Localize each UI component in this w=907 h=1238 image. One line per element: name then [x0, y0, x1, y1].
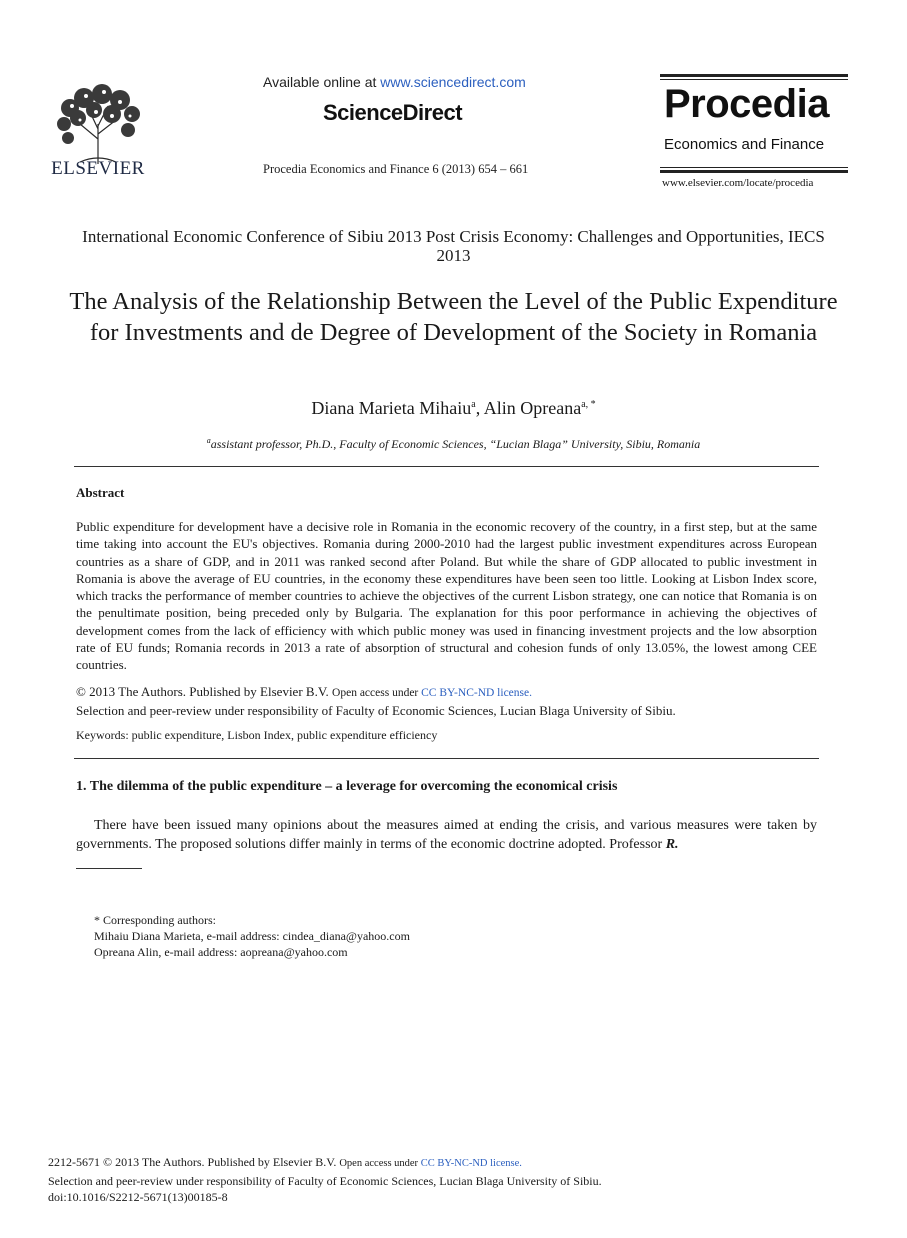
copyright-block — [76, 683, 817, 720]
license-link[interactable]: CC BY-NC-ND license. — [420, 1158, 522, 1169]
license-link[interactable]: CC BY-NC-ND license. — [421, 687, 532, 699]
logo-rule-top-thin — [660, 79, 848, 80]
section-heading: 1. The dilemma of the public expenditure – a leverage for overcoming the economical crisis — [76, 779, 618, 794]
affiliation-marker: a — [206, 436, 211, 445]
footnote-line: * Corresponding authors: — [94, 913, 216, 927]
procedia-logo-name: Procedia — [664, 82, 829, 126]
copyright-line — [76, 683, 817, 702]
available-online — [263, 74, 526, 90]
footnote-rule — [76, 868, 142, 869]
logo-rule-top — [660, 74, 848, 77]
abstract-heading: Abstract — [76, 485, 125, 500]
open-access-text: Open access under — [332, 687, 422, 699]
footnote-line: Mihaiu Diana Marieta, e-mail address: cindea_diana@yahoo.com — [94, 929, 410, 943]
selection-line: Selection and peer-review under responsibility of Faculty of Economic Sciences, Lucian Blaga University of Sibiu. — [76, 703, 676, 719]
author-affiliation-marker: a, * — [581, 399, 596, 410]
sciencedirect-logo: ScienceDirect — [323, 100, 463, 125]
conference-name: International Economic Conference of Sibiu 2013 Post Crisis Economy: Challenges and Opportunities, IECS 2013 — [82, 227, 825, 265]
available-prefix: Available online at — [263, 74, 381, 90]
selection-line: Selection and peer-review under responsibility of Faculty of Economic Sciences, Lucian Blaga University of Sibiu. — [48, 1173, 602, 1188]
keywords: Keywords: public expenditure, Lisbon Index, public expenditure efficiency — [76, 728, 438, 742]
procedia-logo-subtitle: Economics and Finance — [664, 136, 825, 153]
procedia-logo — [660, 74, 850, 194]
affiliation — [60, 436, 847, 452]
logo-rule-bottom — [660, 170, 848, 173]
author-name: Diana Marieta Mihaiu — [311, 398, 472, 418]
abstract-body: Public expenditure for development have a decisive role in Romania in the economic recovery of the country, in a first step, but at the same time taking into account the EU's objectives. Romania during 2000-2010 had the largest public investment expenditures across European countries as a share of GDP, and in 2011 was ranked second after Poland. But while the share of GDP allocated to public investment in Romania is above the average of EU countries, in the economy these expenditures have been seen too little. Looking at Lisbon Index score, which tracks the performance of member countries to achieve the objectives of the current Lisbon strategy, one can notice that Romania is on the penultimate position, being preceded only by Bulgaria. The explanation for this poor performance in achieving the objectives of development comes from the lack of efficiency with which public money was used in financing investment projects and the low absorption rate of EU funds; Romania records in 2013 a rate of absorption of structural and cohesion funds of only 13.05%, the lowest among CEE countries. — [76, 519, 817, 673]
issn-text: 2212-5671 © 2013 The Authors. Published by Elsevier B.V. — [48, 1155, 340, 1169]
open-access-text: Open access under — [339, 1158, 421, 1169]
doi-line: doi:10.1016/S2212-5671(13)00185-8 — [48, 1190, 228, 1204]
author-separator: , — [475, 398, 484, 418]
logo-rule-bottom-thin — [660, 167, 848, 168]
paragraph-cut-word: R. — [665, 836, 679, 852]
author-affiliation-marker: a — [471, 399, 476, 410]
paragraph-text: There have been issued many opinions about the measures aimed at ending the crisis, and various measures were taken by governments. The proposed solutions differ mainly in terms of the economic doctrine adopted. Professor — [76, 818, 817, 852]
journal-url-link[interactable]: www.elsevier.com/locate/procedia — [662, 177, 814, 189]
journal-reference: Procedia Economics and Finance 6 (2013) 654 – 661 — [263, 162, 529, 176]
divider-top — [74, 466, 819, 467]
sciencedirect-link[interactable]: www.sciencedirect.com — [380, 74, 526, 90]
author-name: Alin Opreana — [483, 398, 582, 418]
page-footer — [48, 1154, 602, 1206]
affiliation-text: assistant professor, Ph.D., Faculty of Economic Sciences, “Lucian Blaga” University, Sibiu, Romania — [210, 437, 701, 451]
divider-bottom — [74, 758, 819, 759]
issn-line — [48, 1154, 602, 1173]
author-list — [60, 398, 847, 419]
paper-title: The Analysis of the Relationship Between the Level of the Public Expenditure for Investments and de Degree of Development of the Society in Romania — [69, 288, 838, 346]
publisher-name: ELSEVIER — [51, 158, 145, 179]
footnote-line: Opreana Alin, e-mail address: aopreana@yahoo.com — [94, 945, 348, 959]
copyright-text: © 2013 The Authors. Published by Elsevier B.V. — [76, 684, 333, 699]
corresponding-author-footnote — [94, 912, 410, 960]
body-paragraph — [76, 817, 817, 854]
